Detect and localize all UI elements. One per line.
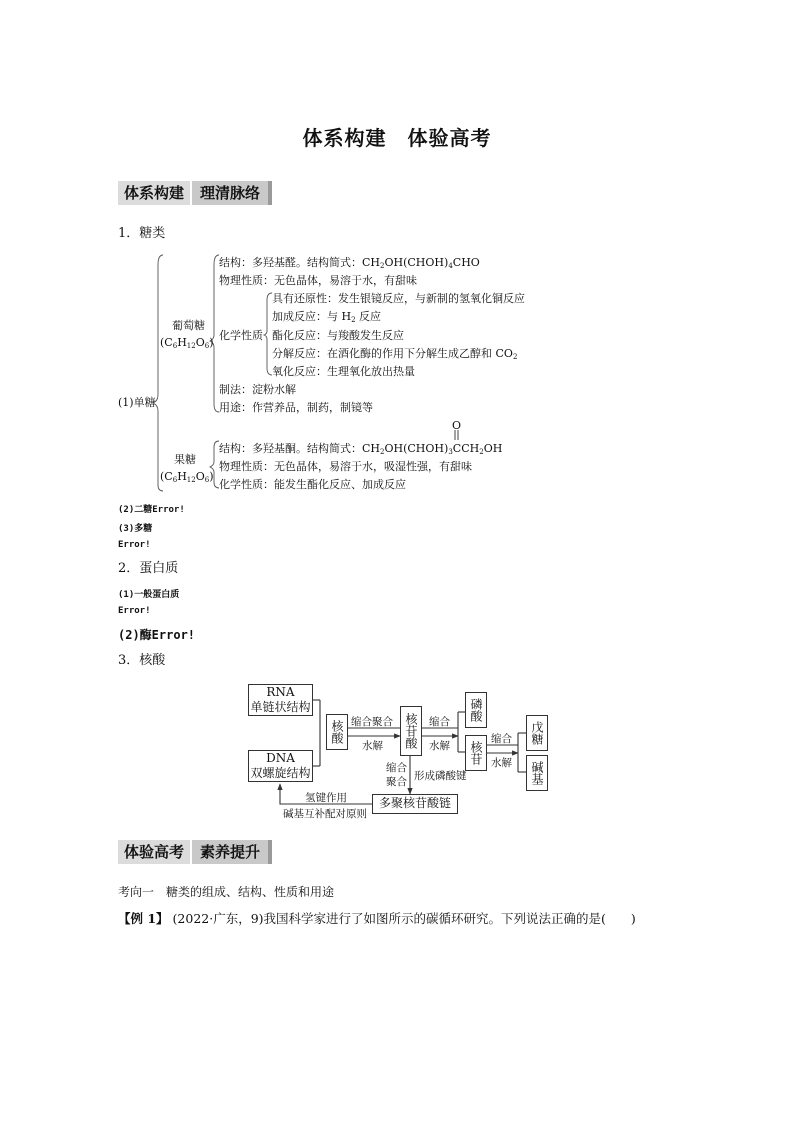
heading-saccharides: 1．糖类 xyxy=(118,226,166,241)
label-hydrolysis-3: 水解 xyxy=(491,757,512,769)
label-phosphodiester: 形成磷酸键 xyxy=(414,770,467,782)
label-pairing: 碱基互补配对原则 xyxy=(283,808,367,820)
fructose-chemical: 化学性质：能发生酯化反应、加成反应 xyxy=(219,478,406,491)
error-a: Error! xyxy=(118,540,151,550)
fructose-structure: 结构：多羟基酮。结构简式：$CH_2OH(CHOH)_3CCH_2OH$ xyxy=(219,442,503,456)
glucose-chem-decompose: 分解反应：在酒化酶的作用下分解生成乙醇和 $CO_2$ xyxy=(272,347,518,361)
box-phosphate: 磷酸 xyxy=(465,692,487,728)
label-condense-poly-b: 聚合 xyxy=(386,776,407,788)
box-nucleic-acid: 核酸 xyxy=(326,714,348,750)
glucose-chem-ester: 酯化反应：与羧酸发生反应 xyxy=(272,329,404,342)
banner-part-a: 体系构建 xyxy=(118,181,190,205)
glucose-prep: 制法：淀粉水解 xyxy=(219,383,296,396)
label-hydrolysis-2: 水解 xyxy=(429,740,450,752)
heading-nucleic-acid: 3．核酸 xyxy=(118,653,166,668)
banner-part-b: 素养提升 xyxy=(192,840,268,864)
glucose-name: 葡萄糖 xyxy=(172,319,205,332)
label-condense-3: 缩合 xyxy=(491,733,512,745)
error-polysaccharide: (3)多糖 xyxy=(118,524,153,534)
box-polynucleotide: 多聚核苷酸链 xyxy=(372,794,458,814)
glucose-chem-oxidation: 氧化反应：生理氧化放出热量 xyxy=(272,365,415,378)
box-rna xyxy=(248,684,313,716)
label-hydrolysis-1: 水解 xyxy=(362,740,383,752)
label-condense-2: 缩合 xyxy=(429,716,450,728)
error-simple-protein: (1)一般蛋白质 xyxy=(118,590,180,600)
section-banner-exam xyxy=(118,840,272,864)
label-monosaccharide: (1)单糖 xyxy=(118,396,156,409)
banner-part-b: 理清脉络 xyxy=(192,181,268,205)
box-nucleoside: 核苷 xyxy=(465,735,487,771)
rna-label: RNA xyxy=(266,685,295,699)
glucose-chemical-label: 化学性质 xyxy=(219,329,263,342)
page-title: 体系构建 体验高考 xyxy=(302,126,492,150)
label-hbond: 氢键作用 xyxy=(305,792,347,804)
fructose-carbonyl-o: O xyxy=(452,419,462,432)
fructose-formula: $(C_6H_{12}O_6)$ xyxy=(160,470,214,484)
banner-part-a: 体验高考 xyxy=(118,840,190,864)
glucose-formula: $(C_6H_{12}O_6)$ xyxy=(160,336,214,350)
box-pentose: 戊糖 xyxy=(526,715,548,751)
dna-structure: 双螺旋结构 xyxy=(250,766,311,780)
rna-structure: 单链状结构 xyxy=(250,700,311,714)
example-text: (2022·广东，9)我国科学家进行了如图所示的碳循环研究。下列说法正确的是( ) xyxy=(172,911,636,926)
box-base: 碱基 xyxy=(526,755,548,791)
error-disaccharide: (2)二糖Error! xyxy=(118,505,185,515)
heading-protein: 2．蛋白质 xyxy=(118,561,179,576)
exam-direction: 考向一 糖类的组成、结构、性质和用途 xyxy=(118,885,335,899)
banner-shadow xyxy=(268,840,272,864)
box-dna xyxy=(248,750,313,782)
box-nucleotide: 核苷酸 xyxy=(400,706,422,756)
error-b: Error! xyxy=(118,606,151,616)
glucose-use: 用途：作营养品，制药，制镜等 xyxy=(219,401,373,414)
error-enzyme: (2)酶Error! xyxy=(118,628,196,642)
example-1 xyxy=(118,910,636,928)
fructose-physical: 物理性质：无色晶体，易溶于水，吸湿性强，有甜味 xyxy=(219,460,472,473)
glucose-structure: 结构：多羟基醛。结构简式：$CH_2OH(CHOH)_4CHO$ xyxy=(219,256,480,270)
dna-label: DNA xyxy=(266,751,295,765)
glucose-chem-addition: 加成反应：与 $H_2$ 反应 xyxy=(272,310,382,324)
label-condense-1: 缩合聚合 xyxy=(351,716,393,728)
glucose-physical: 物理性质：无色晶体，易溶于水，有甜味 xyxy=(219,274,417,287)
label-condense-poly-a: 缩合 xyxy=(386,762,407,774)
glucose-chem-reducing: 具有还原性：发生银镜反应，与新制的氢氧化铜反应 xyxy=(272,292,525,305)
fructose-name: 果糖 xyxy=(174,453,196,466)
example-tag: 【例 1】 xyxy=(118,911,169,926)
